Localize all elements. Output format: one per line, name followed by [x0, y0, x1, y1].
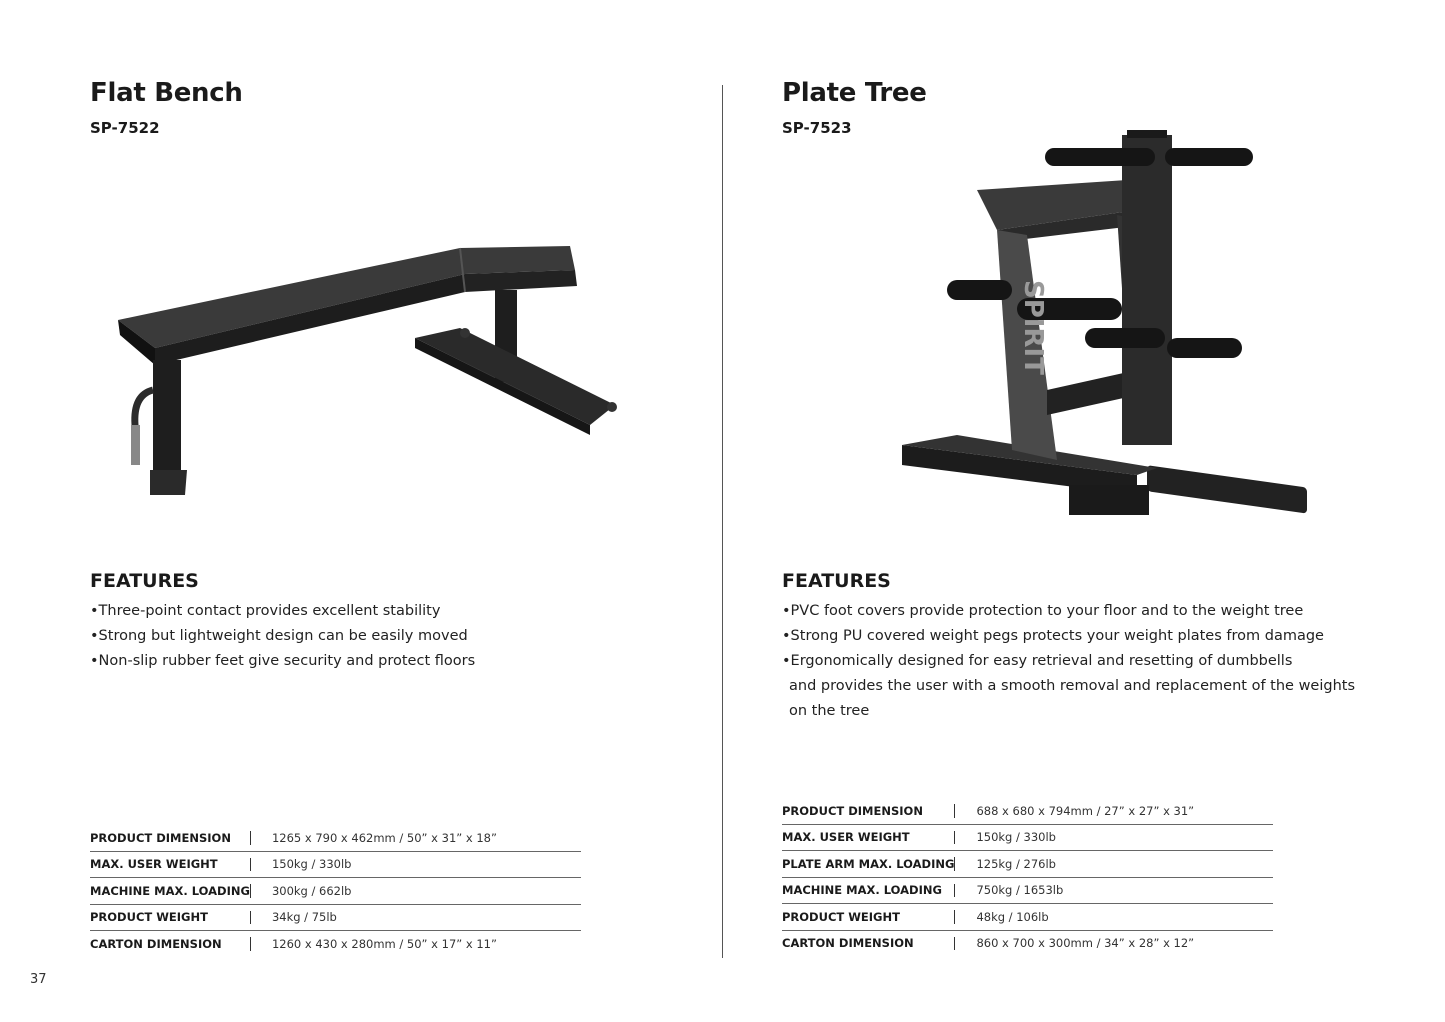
spec-value: 1265 x 790 x 462mm / 50” x 31” x 18” — [250, 825, 581, 851]
spec-label: CARTON DIMENSION — [90, 931, 250, 957]
product-code: SP-7522 — [90, 119, 160, 137]
feature-item — [782, 649, 1355, 724]
spec-label: PLATE ARM MAX. LOADING — [782, 851, 954, 878]
feature-text-continued: and provides the user with a smooth removal and replacement of the weights — [789, 678, 1356, 694]
features-list — [90, 599, 475, 674]
spec-value: 34kg / 75lb — [250, 904, 581, 931]
spec-row — [782, 824, 1273, 851]
spec-row — [90, 931, 581, 957]
feature-item: •Three-point contact provides excellent stability — [90, 603, 441, 619]
features-heading: FEATURES — [90, 570, 199, 592]
spec-row — [90, 851, 581, 878]
spec-value: 125kg / 276lb — [954, 851, 1273, 878]
features-list — [782, 599, 1355, 724]
spec-value: 750kg / 1653lb — [954, 877, 1273, 904]
spec-row — [782, 851, 1273, 878]
feature-item: •Non-slip rubber feet give security and protect floors — [90, 653, 476, 669]
spirit-logo: SPIRIT — [1018, 280, 1048, 375]
spec-label: MAX. USER WEIGHT — [90, 851, 250, 878]
spec-label: PRODUCT DIMENSION — [90, 830, 231, 845]
spec-label: PRODUCT WEIGHT — [90, 904, 250, 931]
feature-text: •Ergonomically designed for easy retrieval and resetting of dumbbells — [782, 653, 1293, 669]
spec-value: 48kg / 106lb — [954, 904, 1273, 931]
column-divider — [722, 85, 723, 958]
spec-label: PRODUCT WEIGHT — [782, 904, 954, 931]
spec-table — [782, 798, 1273, 956]
spec-row — [782, 904, 1273, 931]
spec-value: 1260 x 430 x 280mm / 50” x 17” x 11” — [250, 931, 581, 957]
spec-table — [90, 825, 581, 957]
plate-tree-image — [897, 130, 1312, 525]
spec-label: MAX. USER WEIGHT — [782, 824, 954, 851]
spec-label: MACHINE MAX. LOADING — [90, 878, 250, 905]
spec-value: 300kg / 662lb — [250, 878, 581, 905]
spec-value: 860 x 700 x 300mm / 34” x 28” x 12” — [954, 930, 1273, 956]
spec-label: MACHINE MAX. LOADING — [782, 877, 954, 904]
spec-row — [782, 930, 1273, 956]
spec-value: 150kg / 330lb — [250, 851, 581, 878]
spec-value: 150kg / 330lb — [954, 824, 1273, 851]
product-code: SP-7523 — [782, 119, 852, 137]
flat-bench-image — [115, 230, 635, 510]
feature-item: •Strong PU covered weight pegs protects your weight plates from damage — [782, 628, 1324, 644]
product-title: Flat Bench — [90, 78, 243, 108]
feature-item: •PVC foot covers provide protection to your floor and to the weight tree — [782, 603, 1304, 619]
spec-row — [90, 825, 581, 851]
spec-label: CARTON DIMENSION — [782, 930, 954, 956]
page-number: 37 — [30, 972, 47, 987]
spec-row — [782, 877, 1273, 904]
features-heading: FEATURES — [782, 570, 891, 592]
spec-value: 688 x 680 x 794mm / 27” x 27” x 31” — [954, 798, 1273, 824]
feature-text-continued: on the tree — [789, 703, 870, 719]
spec-row — [90, 904, 581, 931]
spec-row — [90, 878, 581, 905]
product-title: Plate Tree — [782, 78, 927, 108]
spec-row — [782, 798, 1273, 824]
feature-item: •Strong but lightweight design can be easily moved — [90, 628, 468, 644]
spec-label: PRODUCT DIMENSION — [782, 803, 923, 818]
